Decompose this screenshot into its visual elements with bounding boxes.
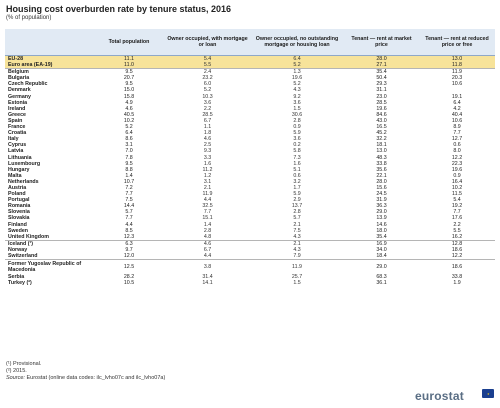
value-cell: 1.4 <box>125 172 133 179</box>
value-cell: 11.9 <box>419 69 495 76</box>
value-cell: 3.1 <box>203 178 212 185</box>
value-cell: 10.6 <box>451 117 463 124</box>
row-label: Slovakia <box>8 215 30 222</box>
value-cell: 31.4 <box>202 274 213 281</box>
value-cell: 5.9 <box>293 130 301 137</box>
value-cell: 0.9 <box>293 124 301 131</box>
row-label: Estonia <box>8 99 28 106</box>
row-label: Luxembourg <box>8 160 41 167</box>
value-cell: 1.1 <box>203 124 212 131</box>
value-cell: 5.2 <box>250 62 344 69</box>
value-cell: 34.0 <box>376 246 387 253</box>
value-cell: 11.0 <box>93 62 165 69</box>
table-subtitle: (% of population) <box>6 15 52 21</box>
value-cell: 2.4 <box>165 69 250 76</box>
value-cell: 29.3 <box>376 81 387 88</box>
value-cell: 5.4 <box>165 56 250 63</box>
value-cell: 40.4 <box>451 111 463 118</box>
value-cell: 4.9 <box>125 99 133 106</box>
value-cell: 43.0 <box>376 117 387 124</box>
value-cell: 0.6 <box>453 142 461 149</box>
row-label: Poland <box>8 191 26 198</box>
value-cell: 45.2 <box>376 130 387 137</box>
value-cell: 6.4 <box>250 56 344 63</box>
value-cell: 19.1 <box>451 93 463 100</box>
value-cell: 1.9 <box>453 280 461 287</box>
row-label: Cyprus <box>8 142 27 149</box>
value-cell: 14.4 <box>123 203 135 210</box>
value-cell: 12.8 <box>419 240 495 247</box>
value-cell: 3.6 <box>293 99 301 106</box>
value-cell: 2.2 <box>203 105 212 112</box>
row-label: Italy <box>8 136 19 143</box>
table-row <box>5 260 495 275</box>
table-row <box>5 234 495 241</box>
value-cell: 18.6 <box>419 260 495 275</box>
value-cell: 23.0 <box>376 93 387 100</box>
value-cell: 19.6 <box>451 166 463 173</box>
source-text: Eurostat (online data codes: ilc_lvho07c and ilc_lvho07a) <box>26 375 166 381</box>
row-label: United Kingdom <box>8 233 49 240</box>
value-cell: 7.7 <box>125 215 133 222</box>
value-cell: 9.5 <box>93 69 165 76</box>
eu-flag-icon: ★ <box>482 389 494 398</box>
source-line <box>6 375 165 381</box>
value-cell: 12.0 <box>123 253 135 259</box>
row-label: Slovenia <box>8 209 30 216</box>
value-cell: 9.5 <box>125 160 133 167</box>
value-cell: 18.1 <box>376 142 387 149</box>
value-cell: 1.6 <box>203 160 212 167</box>
value-cell: 13.0 <box>419 56 495 63</box>
row-label: Croatia <box>8 130 27 137</box>
value-cell: 28.2 <box>123 274 135 281</box>
value-cell: 7.8 <box>125 154 133 161</box>
value-cell: 2.8 <box>293 209 301 216</box>
header-cell: Owner occupied, with mortgage or loan <box>165 29 250 56</box>
value-cell: 16.5 <box>376 124 387 131</box>
row-label: Latvia <box>8 148 24 155</box>
value-cell: 32.2 <box>376 136 387 143</box>
value-cell: 13.0 <box>376 148 387 155</box>
value-cell: 10.3 <box>202 93 213 100</box>
value-cell: 1.7 <box>293 184 301 191</box>
value-cell: 5.2 <box>203 87 212 94</box>
value-cell: 35.4 <box>376 233 387 240</box>
value-cell: 0.6 <box>293 172 301 179</box>
value-cell: 7.0 <box>125 148 133 155</box>
value-cell: 2.8 <box>293 117 301 124</box>
value-cell: 7.2 <box>125 184 133 191</box>
value-cell: 5.5 <box>165 62 250 69</box>
value-cell: 18.6 <box>451 246 463 253</box>
value-cell: 8.0 <box>453 148 461 155</box>
value-cell: 84.6 <box>376 111 387 118</box>
header-cell <box>5 29 93 56</box>
header-cell: Owner occupied, no outstanding mortgage or housing loan <box>250 29 344 56</box>
row-label: Former Yugoslav Republic of Macedonia <box>5 260 93 275</box>
value-cell: 30.6 <box>291 111 303 118</box>
row-label: Serbia <box>8 274 25 281</box>
value-cell: 1.3 <box>250 69 344 76</box>
value-cell: 15.1 <box>202 215 213 222</box>
value-cell: 5.2 <box>125 124 133 131</box>
value-cell: 15.0 <box>123 87 135 94</box>
row-label: Malta <box>8 172 22 179</box>
value-cell: 0.9 <box>453 172 461 179</box>
value-cell: 1.8 <box>203 130 212 137</box>
value-cell: 5.7 <box>293 215 301 222</box>
table-title: Housing cost overburden rate by tenure status, 2016 <box>6 4 232 14</box>
value-cell: 4.3 <box>293 246 301 253</box>
value-cell: 17.6 <box>451 215 463 222</box>
value-cell: 5.9 <box>293 191 301 198</box>
value-cell: 10.7 <box>123 178 135 185</box>
value-cell: 2.8 <box>203 227 212 234</box>
value-cell: 5.4 <box>453 197 461 204</box>
value-cell: 35.6 <box>376 166 387 173</box>
value-cell: 2.5 <box>203 142 212 149</box>
value-cell: 20.7 <box>123 75 135 82</box>
row-label: Austria <box>8 184 27 191</box>
row-label: Finland <box>8 221 27 228</box>
value-cell: 9.2 <box>293 93 301 100</box>
value-cell: 1.4 <box>203 221 212 228</box>
value-cell: 20.3 <box>451 75 463 82</box>
value-cell: 11.9 <box>202 191 213 198</box>
value-cell: 7.5 <box>293 227 301 234</box>
value-cell: 4.4 <box>125 221 133 228</box>
value-cell: 11.9 <box>250 260 344 275</box>
row-label: Germany <box>8 93 31 100</box>
row-label: Turkey (²) <box>8 280 32 287</box>
value-cell: 28.0 <box>344 56 419 63</box>
value-cell: 19.6 <box>376 105 387 112</box>
table-row <box>5 62 495 69</box>
value-cell: 32.5 <box>202 203 213 210</box>
row-label: Denmark <box>8 87 31 94</box>
value-cell: 14.1 <box>202 280 213 287</box>
value-cell: 22.3 <box>451 160 463 167</box>
value-cell: 6.4 <box>453 99 461 106</box>
value-cell: 4.6 <box>203 136 212 143</box>
value-cell: 7.9 <box>293 253 301 259</box>
value-cell: 1.5 <box>293 105 301 112</box>
row-label: Spain <box>8 117 23 124</box>
value-cell: 24.5 <box>376 191 387 198</box>
value-cell: 7.7 <box>125 191 133 198</box>
value-cell: 8.9 <box>453 124 461 131</box>
value-cell: 2.2 <box>453 221 461 228</box>
value-cell: 68.3 <box>376 274 387 281</box>
value-cell: 12.2 <box>451 154 463 161</box>
value-cell: 2.1 <box>293 221 301 228</box>
value-cell: 1.6 <box>293 160 301 167</box>
value-cell: 29.0 <box>376 209 387 216</box>
row-label: Iceland (¹) <box>5 240 93 247</box>
value-cell: 4.8 <box>203 233 212 240</box>
value-cell: 10.6 <box>451 81 463 88</box>
value-cell: 6.3 <box>93 240 165 247</box>
value-cell: 3.2 <box>293 178 301 185</box>
value-cell: 5.2 <box>293 81 301 88</box>
row-label: Lithuania <box>8 154 32 161</box>
table-row <box>5 56 495 63</box>
source-label: Source: <box>6 375 25 381</box>
value-cell: 7.7 <box>453 130 461 137</box>
header-row <box>5 29 495 56</box>
row-label: France <box>8 124 26 131</box>
value-cell: 3.8 <box>165 260 250 275</box>
value-cell: 9.7 <box>125 246 133 253</box>
header-cell: Tenant — rent at reduced price or free <box>419 29 495 56</box>
value-cell: 5.8 <box>293 148 301 155</box>
value-cell: 28.0 <box>376 178 387 185</box>
value-cell: 5.7 <box>125 209 133 216</box>
value-cell: 4.6 <box>165 240 250 247</box>
value-cell: 6.4 <box>125 130 133 137</box>
value-cell: 11.1 <box>93 56 165 63</box>
table-row <box>5 69 495 76</box>
value-cell: 33.8 <box>376 160 387 167</box>
eurostat-logo: eurostat <box>415 389 464 403</box>
value-cell: 5.1 <box>293 166 301 173</box>
value-cell: 4.4 <box>203 197 212 204</box>
value-cell: 50.4 <box>376 75 387 82</box>
value-cell: 6.0 <box>203 81 212 88</box>
value-cell: 4.3 <box>293 233 301 240</box>
value-cell: 12.2 <box>451 253 463 259</box>
row-label: Switzerland <box>8 253 38 259</box>
value-cell: 29.0 <box>344 260 419 275</box>
value-cell: 16.4 <box>451 178 463 185</box>
value-cell: 7.7 <box>203 209 212 216</box>
value-cell: 40.5 <box>123 111 135 118</box>
row-label: Ireland <box>8 105 26 112</box>
value-cell: 16.9 <box>344 240 419 247</box>
value-cell: 4.4 <box>203 253 212 259</box>
value-cell: 8.5 <box>125 227 133 234</box>
value-cell: 2.1 <box>250 240 344 247</box>
row-label: Hungary <box>8 166 30 173</box>
value-cell: 18.4 <box>376 253 387 259</box>
table-row <box>5 253 495 260</box>
value-cell: 28.5 <box>376 99 387 106</box>
value-cell: 6.7 <box>203 246 212 253</box>
note-provisional: (¹) Provisional. <box>6 361 42 367</box>
row-label: EU-28 <box>5 56 93 63</box>
value-cell: 1.2 <box>203 172 212 179</box>
value-cell: 0.2 <box>293 142 301 149</box>
row-label: Euro area (EA-19) <box>5 62 93 69</box>
value-cell: 33.8 <box>451 274 463 281</box>
value-cell: 18.0 <box>376 227 387 234</box>
table-row <box>5 280 495 286</box>
value-cell: 5.5 <box>453 227 461 234</box>
row-label: Netherlands <box>8 178 39 185</box>
value-cell: 3.3 <box>203 154 212 161</box>
row-label: Portugal <box>8 197 30 204</box>
value-cell: 11.8 <box>419 62 495 69</box>
value-cell: 11.2 <box>202 166 213 173</box>
value-cell: 4.3 <box>293 87 301 94</box>
value-cell: 19.6 <box>291 75 303 82</box>
value-cell: 8.8 <box>125 166 133 173</box>
value-cell: 15.6 <box>376 184 387 191</box>
row-label: Sweden <box>8 227 29 234</box>
value-cell: 13.7 <box>291 203 303 210</box>
value-cell: 3.1 <box>125 142 133 149</box>
value-cell: 3.6 <box>203 99 212 106</box>
value-cell: 4.6 <box>125 105 133 112</box>
value-cell: 4.2 <box>453 105 461 112</box>
row-label: Greece <box>8 111 26 118</box>
value-cell: 12.7 <box>451 136 463 143</box>
value-cell: 36.3 <box>376 203 387 210</box>
value-cell: 9.3 <box>203 148 212 155</box>
value-cell: 7.5 <box>125 197 133 204</box>
value-cell: 10.5 <box>123 280 135 287</box>
row-label: Belgium <box>5 69 93 76</box>
row-label: Czech Republic <box>8 81 48 88</box>
value-cell: 27.1 <box>344 62 419 69</box>
value-cell: 10.2 <box>123 117 135 124</box>
value-cell: 7.3 <box>293 154 301 161</box>
value-cell: 16.2 <box>451 233 463 240</box>
value-cell: 19.2 <box>451 203 463 210</box>
value-cell: 14.6 <box>376 221 387 228</box>
value-cell: 31.1 <box>376 87 387 94</box>
value-cell: 3.6 <box>293 136 301 143</box>
value-cell: 12.5 <box>93 260 165 275</box>
row-label: Norway <box>8 246 28 253</box>
value-cell: 15.8 <box>123 93 135 100</box>
value-cell: 36.1 <box>376 280 387 287</box>
value-cell: 23.2 <box>202 75 213 82</box>
value-cell: 28.5 <box>202 111 213 118</box>
header-cell: Tenant — rent at market price <box>344 29 419 56</box>
value-cell: 7.7 <box>453 209 461 216</box>
value-cell: 11.5 <box>452 191 462 198</box>
header-cell: Total population <box>93 29 165 56</box>
value-cell: 2.1 <box>203 184 212 191</box>
value-cell: 31.9 <box>376 197 387 204</box>
row-label: Bulgaria <box>8 75 30 82</box>
row-label: Romania <box>8 203 31 210</box>
value-cell: 12.3 <box>123 233 135 240</box>
value-cell: 22.1 <box>376 172 387 179</box>
value-cell: 48.3 <box>376 154 387 161</box>
value-cell: 2.9 <box>293 197 301 204</box>
value-cell: 25.7 <box>291 274 303 281</box>
value-cell: 8.6 <box>125 136 133 143</box>
value-cell: 10.2 <box>451 184 463 191</box>
value-cell: 13.9 <box>376 215 387 222</box>
value-cell: 35.4 <box>344 69 419 76</box>
value-cell: 1.5 <box>293 280 301 287</box>
table-row <box>5 240 495 247</box>
value-cell: 9.5 <box>125 81 133 88</box>
value-cell: 6.7 <box>203 117 212 124</box>
note-year: (²) 2015. <box>6 368 27 374</box>
data-table <box>5 29 495 286</box>
